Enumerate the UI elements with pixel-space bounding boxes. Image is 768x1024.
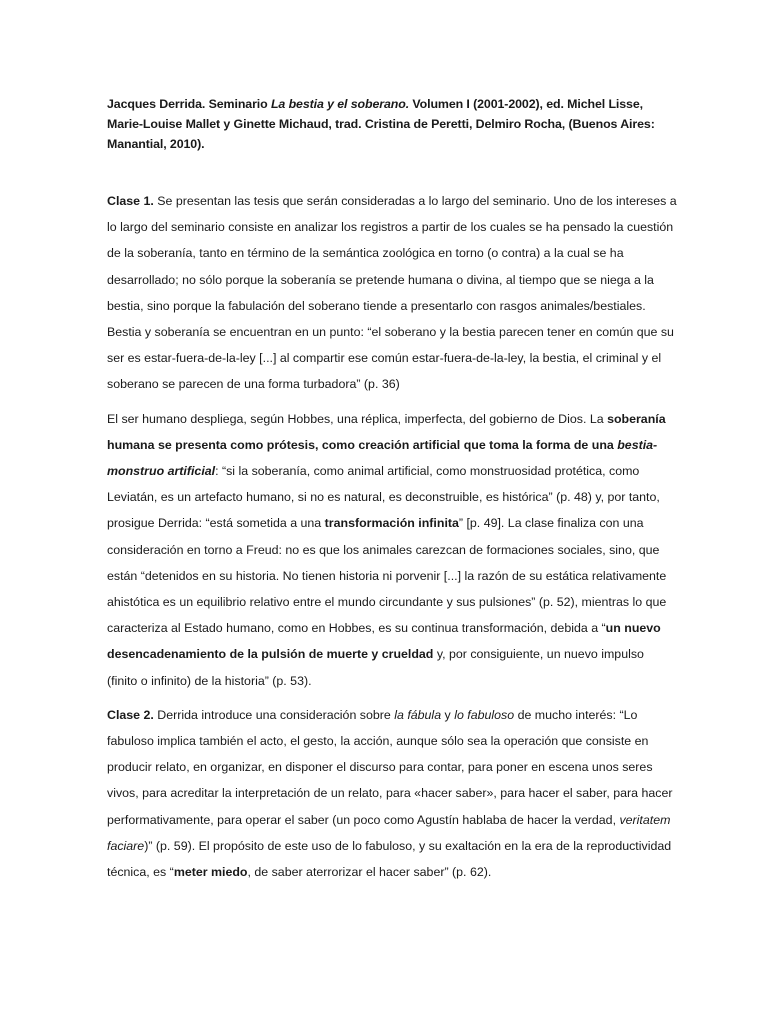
text-span: de mucho interés: “Lo fabuloso implica también el acto, el gesto, la acción, aunque sólo sea la operación que consiste en producir relato, en organizar, en disponer el discurso para contar, para poner en escena unos seres vivos, para acreditar la interpretación de un relato, para «hacer saber», para hacer el saber, para hacer performativamente, para operar el saber (un poco como Agustín hablaba de hacer la verdad, — [107, 707, 673, 827]
text-span: ” [p. 49]. La clase finaliza con una consideración en torno a Freud: no es que los animales carezcan de formaciones sociales, sino, que están “detenidos en su historia. No tienen historia ni porvenir [...] la razón de su estática relativamente ahistótica es un equilibrio relativo entre el mundo circundante y sus pulsiones” (p. 52), mientras lo que caracteriza al Estado humano, como en Hobbes, es su continua transformación, debida a “ — [107, 516, 667, 636]
text-span: , de saber aterrorizar el hacer saber” (p. 62). — [247, 865, 492, 880]
text-span: )” (p. 59). El propósito de este uso de lo fabuloso, y su exaltación en la era de la reproductividad técnica, es “ — [107, 838, 672, 880]
text-span: : “si la soberanía, como animal artificial, como monstruosidad protética, como Leviatán, es un artefacto humano, si no es natural, es deconstruible, es histórica” (p. 48) y, por tanto, prosigue Derrida: “está sometida a una — [107, 464, 660, 531]
text-span: Derrida introduce una consideración sobre — [153, 707, 395, 722]
bold-span: soberanía humana se presenta como prótesis, como creación artificial que toma la forma de una — [107, 411, 666, 452]
text-span: El ser humano despliega, según Hobbes, una réplica, imperfecta, del gobierno de Dios. La — [107, 411, 608, 426]
bibliographic-reference — [107, 94, 667, 154]
italic-span: lo fabuloso — [454, 707, 515, 722]
paragraph-clase-2 — [107, 702, 677, 885]
clase-1-label: Clase 1. — [107, 194, 154, 208]
paragraph-clase-1 — [107, 188, 677, 398]
reference-author: Jacques Derrida. Seminario — [107, 97, 271, 111]
bold-span: transformación infinita — [324, 516, 459, 531]
paragraph-hobbes — [107, 406, 677, 694]
text-span: y, por consiguiente, un nuevo impulso (finito o infinito) de la historia” (p. 53). — [107, 647, 644, 688]
bold-span: meter miedo — [173, 865, 248, 880]
clase-2-label: Clase 2. — [107, 707, 154, 722]
bold-span: un nuevo desencadenamiento de la pulsión de muerte y crueldad — [107, 621, 661, 662]
reference-title: La bestia y el soberano. — [270, 97, 410, 111]
document-body — [107, 188, 677, 885]
clase-1-text: Se presentan las tesis que serán consideradas a lo largo del seminario. Uno de los intereses a lo largo del seminario consiste en analizar los registros a partir de los cuales se ha pensado la cuestión de la soberanía, tanto en término de la semántica zoológica en torno (o contra) a la cual se ha desarrollado; no sólo porque la soberanía se pretende humana o divina, al tiempo que se niega a la bestia, sino porque la fabulación del soberano tiende a presentarlo con rasgos animales/bestiales. Bestia y soberanía se encuentran en un punto: “el soberano y la bestia parecen tener en común que su ser es estar-fuera-de-la-ley [...] al compartir ese común estar-fuera-de-la-ley, la bestia, el criminal y el soberano se parecen de una forma turbadora” (p. 36) — [107, 194, 677, 392]
reference-details: Volumen I (2001-2002), ed. Michel Lisse, Marie-Louise Mallet y Ginette Michaud, trad. Cristina de Peretti, Delmiro Rocha, (Buenos Aires: Manantial, 2010). — [107, 97, 655, 151]
text-span: y — [441, 707, 455, 722]
bold-italic-span: bestia-monstruo artificial — [107, 437, 658, 479]
italic-span: la fábula — [394, 707, 442, 722]
italic-span: veritatem faciare — [107, 812, 671, 853]
